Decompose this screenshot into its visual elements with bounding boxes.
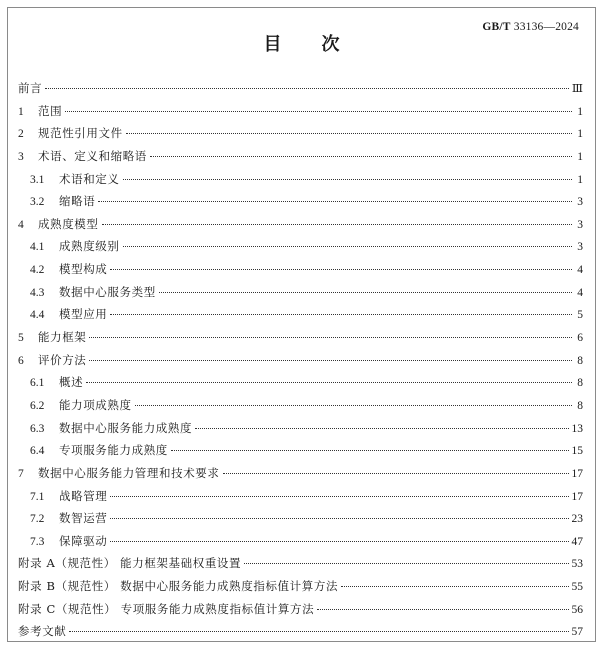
toc-entry[interactable]: [18, 284, 583, 307]
toc-entry-label: 规范性引用文件: [38, 126, 123, 141]
title-char-1: 目: [263, 34, 282, 55]
toc-dot-leader: [159, 292, 572, 293]
toc-dot-leader: [89, 337, 572, 338]
toc-entry-number: 7.3: [30, 535, 45, 548]
toc-entry-page: 23: [571, 513, 583, 526]
toc-entry-number: 1: [18, 105, 24, 118]
toc-entry-page: 13: [571, 422, 583, 435]
page-title: [8, 30, 595, 56]
toc-entry-number: 3: [18, 150, 24, 163]
toc-entry-number: 4.4: [30, 309, 45, 322]
toc-entry-number: 4.1: [30, 241, 45, 254]
toc-entry-number: 4.3: [30, 286, 45, 299]
table-of-contents: [18, 80, 583, 646]
toc-dot-leader: [110, 496, 568, 497]
toc-entry-page: 53: [571, 558, 583, 571]
toc-entry-label: 保障驱动: [59, 533, 108, 548]
toc-entry-label: 能力框架: [38, 330, 87, 345]
toc-entry-label: 能力项成熟度: [59, 397, 132, 412]
toc-entry-number: 2: [18, 128, 24, 141]
toc-entry-label: 模型应用: [59, 307, 108, 322]
toc-entry[interactable]: [18, 601, 583, 624]
toc-entry[interactable]: [18, 80, 583, 103]
toc-dot-leader: [86, 382, 572, 383]
toc-entry[interactable]: [18, 171, 583, 194]
toc-entry-page: 17: [571, 490, 583, 503]
toc-entry-label: 附录 C（规范性） 专项服务能力成熟度指标值计算方法: [18, 601, 315, 616]
toc-entry-page: 15: [571, 445, 583, 458]
toc-dot-leader: [98, 201, 572, 202]
toc-entry-label: 术语、定义和缩略语: [38, 148, 147, 163]
toc-entry[interactable]: [18, 510, 583, 533]
toc-entry-label: 成熟度模型: [38, 216, 99, 231]
toc-entry-label: 概述: [59, 375, 84, 390]
toc-entry[interactable]: [18, 125, 583, 148]
toc-entry-label: 附录 B（规范性） 数据中心服务能力成熟度指标值计算方法: [18, 579, 339, 594]
toc-entry-number: 3.1: [30, 173, 45, 186]
toc-entry-label: 数智运营: [59, 511, 108, 526]
toc-entry[interactable]: [18, 148, 583, 171]
toc-entry-label: 数据中心服务类型: [59, 284, 156, 299]
toc-dot-leader: [135, 405, 572, 406]
toc-entry-page: 17: [571, 467, 583, 480]
toc-dot-leader: [150, 156, 572, 157]
toc-entry[interactable]: [18, 465, 583, 488]
toc-entry[interactable]: [18, 420, 583, 443]
toc-entry[interactable]: [18, 103, 583, 126]
toc-entry[interactable]: [18, 623, 583, 646]
toc-entry-number: 7.1: [30, 490, 45, 503]
toc-entry-label: 成熟度级别: [59, 239, 120, 254]
toc-entry[interactable]: [18, 374, 583, 397]
toc-dot-leader: [341, 586, 568, 587]
toc-entry-page: Ⅲ: [571, 83, 583, 95]
toc-entry[interactable]: [18, 488, 583, 511]
toc-entry[interactable]: [18, 352, 583, 375]
toc-entry-page: 57: [571, 626, 583, 639]
title-char-2: 次: [321, 34, 340, 55]
toc-entry-page: 1: [577, 128, 583, 141]
toc-entry-page: 47: [571, 535, 583, 548]
toc-entry[interactable]: [18, 329, 583, 352]
toc-entry-label: 数据中心服务能力成熟度: [59, 420, 193, 435]
toc-dot-leader: [223, 473, 569, 474]
toc-dot-leader: [110, 269, 572, 270]
toc-entry[interactable]: [18, 397, 583, 420]
toc-entry-label: 参考文献: [18, 624, 67, 639]
toc-entry-page: 8: [577, 354, 583, 367]
toc-entry-page: 1: [577, 173, 583, 186]
toc-entry-number: 3.2: [30, 196, 45, 209]
toc-entry-page: 3: [577, 241, 583, 254]
toc-dot-leader: [89, 360, 572, 361]
toc-entry-page: 3: [577, 218, 583, 231]
toc-entry-number: 7.2: [30, 513, 45, 526]
toc-entry-label: 战略管理: [59, 488, 108, 503]
toc-entry-number: 6: [18, 354, 24, 367]
toc-entry[interactable]: [18, 193, 583, 216]
toc-entry-label: 附录 A（规范性） 能力框架基础权重设置: [18, 556, 242, 571]
toc-entry-number: 6.2: [30, 399, 45, 412]
toc-dot-leader: [102, 224, 573, 225]
toc-entry[interactable]: [18, 238, 583, 261]
toc-dot-leader: [171, 450, 569, 451]
toc-entry-page: 1: [577, 150, 583, 163]
toc-entry[interactable]: [18, 306, 583, 329]
toc-dot-leader: [195, 428, 568, 429]
toc-entry-number: 6.4: [30, 445, 45, 458]
toc-entry[interactable]: [18, 533, 583, 556]
document-page: [7, 7, 596, 642]
toc-dot-leader: [123, 246, 573, 247]
toc-entry-page: 8: [577, 377, 583, 390]
toc-entry-page: 5: [577, 309, 583, 322]
toc-entry-page: 8: [577, 399, 583, 412]
toc-entry-label: 数据中心服务能力管理和技术要求: [38, 465, 220, 480]
toc-entry-number: 4: [18, 218, 24, 231]
toc-entry-page: 1: [577, 105, 583, 118]
toc-entry-page: 56: [571, 603, 583, 616]
toc-entry-page: 6: [577, 332, 583, 345]
toc-dot-leader: [244, 563, 568, 564]
toc-entry-label: 术语和定义: [59, 171, 120, 186]
toc-entry-page: 4: [577, 264, 583, 277]
toc-entry-number: 7: [18, 467, 24, 480]
toc-dot-leader: [123, 179, 573, 180]
toc-entry-page: 55: [571, 581, 583, 594]
toc-entry-number: 6.3: [30, 422, 45, 435]
toc-entry-number: 4.2: [30, 264, 45, 277]
toc-entry-label: 专项服务能力成熟度: [59, 443, 168, 458]
toc-entry-number: 6.1: [30, 377, 45, 390]
toc-entry-page: 4: [577, 286, 583, 299]
toc-dot-leader: [317, 609, 568, 610]
toc-entry[interactable]: [18, 555, 583, 578]
toc-dot-leader: [110, 314, 572, 315]
toc-entry-page: 3: [577, 196, 583, 209]
toc-entry-label: 评价方法: [38, 352, 87, 367]
standard-prefix: GB/T: [482, 21, 511, 33]
toc-entry[interactable]: [18, 261, 583, 284]
toc-entry[interactable]: [18, 578, 583, 601]
toc-entry[interactable]: [18, 216, 583, 239]
toc-entry-label: 前言: [18, 81, 43, 95]
toc-dot-leader: [110, 541, 568, 542]
toc-entry-label: 模型构成: [59, 262, 108, 277]
toc-entry[interactable]: [18, 442, 583, 465]
standard-number: 33136—2024: [513, 21, 579, 33]
toc-dot-leader: [45, 88, 569, 89]
toc-dot-leader: [69, 631, 568, 632]
toc-dot-leader: [126, 133, 572, 134]
toc-entry-label: 范围: [38, 103, 63, 118]
toc-dot-leader: [65, 111, 572, 112]
toc-entry-number: 5: [18, 332, 24, 345]
toc-entry-label: 缩略语: [59, 194, 96, 209]
toc-dot-leader: [110, 518, 568, 519]
